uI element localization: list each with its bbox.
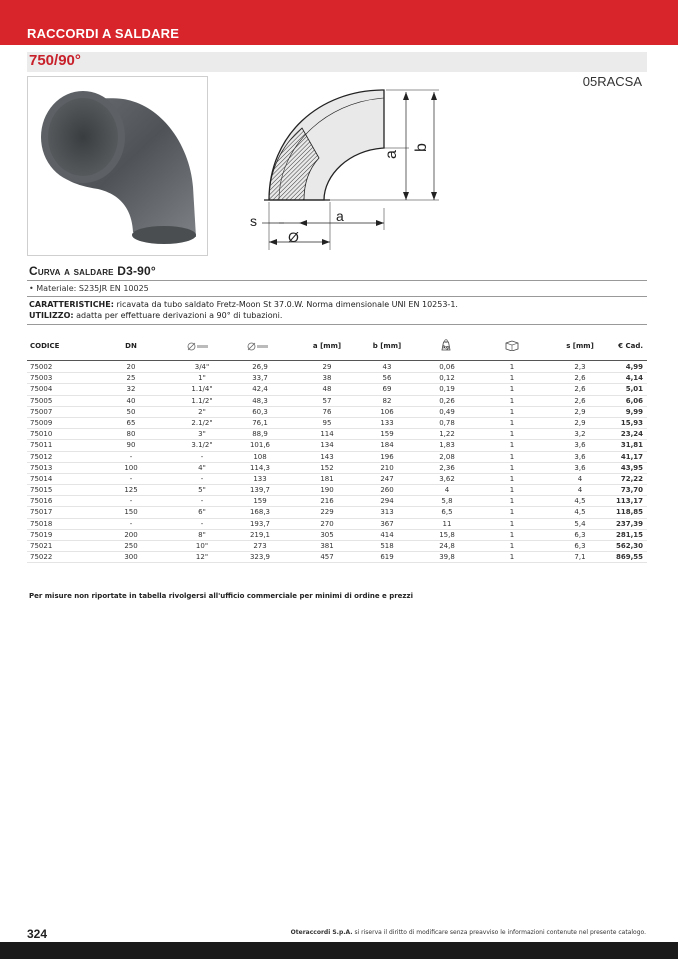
cell-price: 4,99 [625, 363, 643, 371]
table-row [27, 452, 647, 463]
cell-diameter-mm: 60,3 [252, 407, 268, 416]
table-header [27, 338, 647, 358]
divider [27, 296, 647, 297]
cell-dn: 90 [126, 441, 136, 450]
table-row [27, 373, 647, 384]
cell-diameter-inch: 3" [198, 430, 206, 439]
col-s: s [mm] [566, 342, 594, 350]
cell-thickness: 4,5 [574, 508, 586, 517]
company-name: Oteraccordi S.p.A. [290, 929, 353, 936]
cell-a: 48 [322, 385, 332, 394]
cell-diameter-mm: 219,1 [249, 530, 271, 539]
cell-weight: 24,8 [439, 542, 455, 550]
table-header-rule [27, 360, 647, 361]
cell-b: 367 [380, 519, 394, 528]
cell-weight: 0,78 [439, 418, 455, 427]
cell-price: 562,30 [615, 542, 643, 550]
cell-a: 305 [320, 530, 334, 539]
col-codice: CODICE [30, 342, 60, 350]
cell-b: 210 [380, 463, 394, 472]
cell-b: 260 [380, 486, 394, 495]
cell-package-qty: 1 [509, 418, 515, 427]
cell-weight: 5,8 [441, 497, 453, 506]
cell-diameter-mm: 114,3 [249, 463, 271, 472]
cell-a: 143 [320, 452, 334, 461]
cell-weight: 11 [442, 519, 452, 528]
cell-b: 184 [380, 441, 394, 450]
cell-code: 75017 [30, 508, 53, 517]
cell-weight: 1,83 [439, 441, 455, 450]
cell-weight: 15,8 [439, 530, 455, 539]
cell-price: 15,93 [620, 418, 643, 427]
cell-weight: 0,06 [439, 363, 455, 371]
table-row [27, 440, 647, 451]
cell-dn: - [129, 519, 133, 528]
technical-drawing [244, 80, 454, 255]
cell-diameter-mm: 42,4 [252, 385, 268, 394]
cell-code: 75022 [30, 553, 53, 562]
cell-thickness: 2,3 [574, 363, 586, 371]
svg-text:kg: kg [443, 344, 449, 350]
cell-diameter-mm: 88,9 [252, 430, 268, 439]
divider [27, 280, 647, 281]
col-a: a [mm] [312, 342, 342, 350]
cell-price: 31,81 [620, 441, 643, 450]
cell-b: 619 [380, 553, 394, 562]
cell-code: 75016 [30, 497, 53, 506]
cell-price: 43,95 [620, 463, 643, 472]
cell-b: 414 [380, 530, 394, 539]
col-b: b [mm] [372, 342, 402, 350]
cell-thickness: 3,2 [574, 430, 586, 439]
cell-diameter-mm: 76,1 [252, 418, 268, 427]
table-row [27, 530, 647, 541]
dim-label-diameter: Ø [288, 229, 299, 245]
cell-price: 281,15 [615, 530, 643, 539]
cell-a: 57 [322, 396, 332, 405]
table-row [27, 407, 647, 418]
cell-dn: 150 [124, 508, 138, 517]
cell-diameter-inch: 10" [195, 542, 209, 550]
cell-weight: 0,26 [439, 396, 455, 405]
dim-label-s: s [250, 213, 257, 229]
cell-dn: 40 [126, 396, 136, 405]
cell-a: 381 [320, 542, 334, 550]
cell-b: 43 [382, 363, 392, 371]
dim-label-a-horizontal: a [336, 208, 344, 224]
cell-dn: 50 [126, 407, 136, 416]
table-row [27, 362, 647, 373]
cell-a: 38 [322, 374, 332, 383]
cell-diameter-inch: 1.1/4" [191, 385, 213, 394]
cell-package-qty: 1 [509, 486, 515, 495]
cell-b: 196 [380, 452, 394, 461]
cell-diameter-mm: 108 [253, 452, 267, 461]
diameter-inch-icon [187, 342, 209, 353]
cell-b: 69 [382, 385, 392, 394]
cell-package-qty: 1 [509, 474, 515, 483]
cell-dn: 125 [124, 486, 138, 495]
table-row [27, 496, 647, 507]
cell-price: 72,22 [620, 474, 643, 483]
table-row [27, 507, 647, 518]
cell-thickness: 2,6 [574, 374, 586, 383]
cell-dn: 20 [126, 363, 136, 371]
table-row [27, 429, 647, 440]
cell-weight: 0,19 [439, 385, 455, 394]
cell-thickness: 7,1 [574, 553, 586, 562]
package-icon [504, 339, 520, 353]
cell-b: 294 [380, 497, 394, 506]
cell-dn: - [129, 497, 133, 506]
cell-diameter-mm: 33,7 [252, 374, 268, 383]
cell-weight: 2,36 [439, 463, 455, 472]
cell-thickness: 4,5 [574, 497, 586, 506]
cell-a: 152 [320, 463, 334, 472]
cell-diameter-inch: 3.1/2" [191, 441, 213, 450]
table-row [27, 384, 647, 395]
cell-diameter-mm: 26,9 [252, 363, 268, 371]
product-photo [27, 76, 208, 256]
cell-dn: 100 [124, 463, 138, 472]
cell-package-qty: 1 [509, 553, 515, 562]
cell-weight: 39,8 [439, 553, 455, 562]
cell-diameter-inch: 1.1/2" [191, 396, 213, 405]
cell-diameter-mm: 273 [253, 542, 267, 550]
cell-a: 190 [320, 486, 334, 495]
table-row [27, 519, 647, 530]
cell-diameter-inch: 4" [198, 463, 206, 472]
cell-diameter-inch: - [200, 497, 204, 506]
cell-dn: 32 [126, 385, 136, 394]
cell-price: 237,39 [615, 519, 643, 528]
table-row [27, 396, 647, 407]
cell-code: 75012 [30, 452, 53, 461]
diameter-mm-icon [247, 342, 269, 353]
cell-diameter-inch: 3/4" [194, 363, 210, 371]
cell-diameter-inch: 8" [198, 530, 206, 539]
cell-a: 114 [320, 430, 334, 439]
cell-thickness: 6,3 [574, 542, 586, 550]
cell-a: 457 [320, 553, 334, 562]
cell-a: 95 [322, 418, 332, 427]
cell-diameter-inch: - [200, 474, 204, 483]
weight-kg-icon [439, 339, 453, 353]
cell-thickness: 3,6 [574, 452, 586, 461]
footer-bar [0, 942, 678, 959]
cell-price: 23,24 [620, 430, 643, 439]
cell-package-qty: 1 [509, 542, 515, 550]
cell-package-qty: 1 [509, 441, 515, 450]
cell-price: 73,70 [620, 486, 643, 495]
cell-price: 113,17 [615, 497, 643, 506]
product-characteristics [29, 300, 458, 309]
cell-package-qty: 1 [509, 407, 515, 416]
cell-diameter-inch: - [200, 452, 204, 461]
cell-package-qty: 1 [509, 530, 515, 539]
cell-package-qty: 1 [509, 430, 515, 439]
cell-code: 75013 [30, 463, 53, 472]
cell-thickness: 6,3 [574, 530, 586, 539]
elbow-photo-illustration [28, 77, 209, 257]
disclaimer-text: si riserva il diritto di modificare senza preavviso le informazioni contenute nel presente catalogo. [352, 929, 646, 936]
cell-diameter-inch: 12" [195, 553, 209, 562]
cell-b: 133 [380, 418, 394, 427]
cell-a: 229 [320, 508, 334, 517]
cell-dn: 80 [126, 430, 136, 439]
cell-code: 75011 [30, 441, 53, 450]
cell-weight: 0,12 [439, 374, 455, 383]
cell-b: 159 [380, 430, 394, 439]
cell-dn: 200 [124, 530, 138, 539]
cell-b: 56 [382, 374, 392, 383]
cell-price: 41,17 [620, 452, 643, 461]
table-row [27, 418, 647, 429]
cell-price: 5,01 [625, 385, 643, 394]
cell-b: 82 [382, 396, 392, 405]
cell-weight: 2,08 [439, 452, 455, 461]
cell-code: 75018 [30, 519, 53, 528]
cell-package-qty: 1 [509, 363, 515, 371]
table-row [27, 541, 647, 552]
cell-thickness: 2,9 [574, 418, 586, 427]
dim-label-b: b [413, 143, 430, 152]
cell-diameter-mm: 139,7 [249, 486, 271, 495]
cell-code: 75005 [30, 396, 53, 405]
cell-b: 518 [380, 542, 394, 550]
cell-diameter-mm: 168,3 [249, 508, 271, 517]
cell-dn: 65 [126, 418, 136, 427]
cell-dn: - [129, 452, 133, 461]
cell-b: 247 [380, 474, 394, 483]
page-number: 324 [27, 927, 48, 941]
cell-thickness: 2,9 [574, 407, 586, 416]
cell-package-qty: 1 [509, 519, 515, 528]
cell-diameter-inch: 6" [198, 508, 206, 517]
cell-diameter-mm: 323,9 [249, 553, 271, 562]
cell-a: 134 [320, 441, 334, 450]
cell-thickness: 5,4 [574, 519, 586, 528]
page-subtitle: 750/90° [29, 52, 81, 69]
cell-diameter-inch: 1" [198, 374, 206, 383]
section-title: RACCORDI A SALDARE [27, 26, 180, 41]
cell-a: 29 [322, 363, 332, 371]
cell-code: 75003 [30, 374, 53, 383]
table-row [27, 463, 647, 474]
product-usage [29, 311, 282, 320]
cell-diameter-mm: 101,6 [249, 441, 271, 450]
cell-thickness: 2,6 [574, 385, 586, 394]
cell-weight: 1,22 [439, 430, 455, 439]
cell-code: 75021 [30, 542, 53, 550]
cell-a: 216 [320, 497, 334, 506]
cell-thickness: 4 [577, 474, 583, 483]
dim-label-a: a [383, 150, 400, 159]
cell-code: 75010 [30, 430, 53, 439]
col-dn: DN [125, 342, 137, 350]
cell-weight: 0,49 [439, 407, 455, 416]
cell-dn: 300 [124, 553, 138, 562]
cell-code: 75009 [30, 418, 53, 427]
cell-diameter-mm: 159 [253, 497, 267, 506]
cell-diameter-inch: 2" [198, 407, 206, 416]
cell-code: 75019 [30, 530, 53, 539]
cell-dn: - [129, 474, 133, 483]
cell-package-qty: 1 [509, 396, 515, 405]
table-body [27, 362, 647, 563]
subtitle-band [27, 52, 647, 72]
cell-diameter-inch: - [200, 519, 204, 528]
cell-a: 181 [320, 474, 334, 483]
cell-price: 869,55 [615, 553, 643, 562]
cell-code: 75014 [30, 474, 53, 483]
table-row [27, 552, 647, 563]
cell-weight: 6,5 [441, 508, 453, 517]
table-row [27, 474, 647, 485]
cell-diameter-inch: 2.1/2" [191, 418, 213, 427]
cell-price: 6,06 [625, 396, 643, 405]
cell-package-qty: 1 [509, 452, 515, 461]
cell-b: 106 [380, 407, 394, 416]
cell-package-qty: 1 [509, 385, 515, 394]
characteristics-text: ricavata da tubo saldato Fretz-Moon St 37.0.W. Norma dimensionale UNI EN 10253-1. [113, 300, 458, 309]
cell-diameter-mm: 193,7 [249, 519, 271, 528]
cell-dn: 250 [124, 542, 138, 550]
cell-a: 76 [322, 407, 332, 416]
cell-thickness: 3,6 [574, 441, 586, 450]
cell-price: 118,85 [615, 508, 643, 517]
cell-package-qty: 1 [509, 463, 515, 472]
usage-label: UTILIZZO: [29, 311, 74, 320]
cell-package-qty: 1 [509, 374, 515, 383]
cell-weight: 4 [444, 486, 450, 495]
table-note: Per misure non riportate in tabella rivolgersi all'ufficio commerciale per minimi di ordine e prezzi [29, 592, 413, 600]
product-name: Curva a saldare D3-90° [29, 264, 156, 278]
cell-code: 75002 [30, 363, 53, 371]
cell-b: 313 [380, 508, 394, 517]
cell-a: 270 [320, 519, 334, 528]
divider [27, 324, 647, 325]
cell-code: 75015 [30, 486, 53, 495]
characteristics-label: CARATTERISTICHE: [29, 300, 114, 309]
cell-package-qty: 1 [509, 508, 515, 517]
table-row [27, 485, 647, 496]
cell-price: 4,14 [625, 374, 643, 383]
cell-weight: 3,62 [439, 474, 455, 483]
col-price: € Cad. [618, 342, 643, 350]
cell-code: 75004 [30, 385, 53, 394]
product-material: • Materiale: S235JR EN 10025 [29, 284, 149, 293]
cell-diameter-mm: 133 [253, 474, 267, 483]
cell-thickness: 2,6 [574, 396, 586, 405]
usage-text: adatta per effettuare derivazioni a 90° di tubazioni. [73, 311, 283, 320]
footer-disclaimer [291, 929, 646, 936]
cell-thickness: 3,6 [574, 463, 586, 472]
cell-package-qty: 1 [509, 497, 515, 506]
cell-dn: 25 [126, 374, 136, 383]
catalog-code: 05RACSA [582, 74, 642, 89]
cell-diameter-mm: 48,3 [252, 396, 268, 405]
cell-diameter-inch: 5" [198, 486, 206, 495]
cell-code: 75007 [30, 407, 53, 416]
cell-thickness: 4 [577, 486, 583, 495]
cell-price: 9,99 [625, 407, 643, 416]
